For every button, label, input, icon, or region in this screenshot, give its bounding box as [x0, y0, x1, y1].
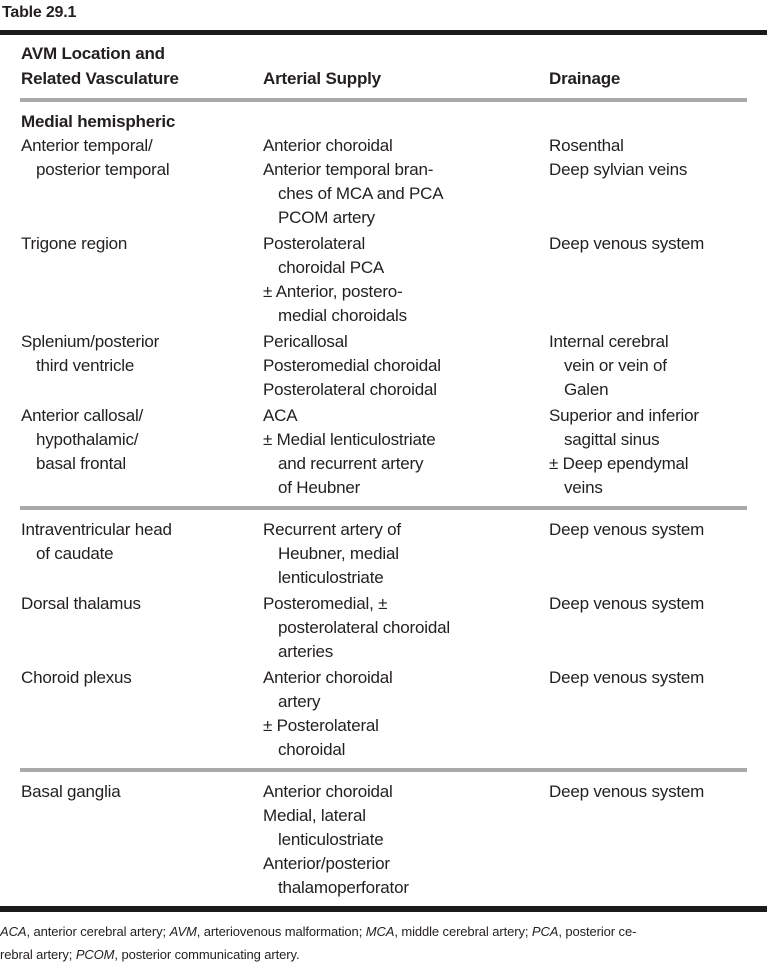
cell-line: Dorsal thalamus — [21, 594, 141, 613]
cell-location — [0, 134, 263, 230]
cell-line: Galen — [564, 380, 609, 399]
abbreviation: MCA — [365, 924, 395, 939]
cell-arterial — [263, 134, 549, 230]
cell-drainage — [549, 592, 767, 664]
cell-line: Recurrent artery of — [263, 520, 401, 539]
cell-arterial — [263, 666, 549, 762]
cell-line: Anterior choroidal — [263, 782, 393, 801]
cell-line: Anterior temporal/ — [21, 136, 153, 155]
cell-line: Posteromedial choroidal — [263, 356, 441, 375]
cell-arterial — [263, 780, 549, 900]
cell-location — [0, 330, 263, 402]
cell-line: of Heubner — [278, 478, 361, 497]
cell-line: Medial, lateral — [263, 806, 366, 825]
header-line: Drainage — [549, 69, 621, 88]
table-title: Table 29.1 — [2, 4, 77, 21]
header-line: AVM Location and — [21, 44, 165, 63]
cell-line: Anterior choroidal — [263, 668, 393, 687]
cell-location — [0, 232, 263, 328]
cell-line: Deep venous system — [549, 234, 705, 253]
table-row — [0, 666, 767, 762]
cell-line: Posterolateral — [263, 234, 366, 253]
cell-line: and recurrent artery — [278, 454, 424, 473]
cell-line: posterolateral choroidal — [278, 618, 450, 637]
cell-line: posterior temporal — [36, 160, 170, 179]
table-section — [0, 102, 767, 506]
cell-line: Intraventricular head — [21, 520, 172, 539]
header-arterial-column — [263, 66, 549, 91]
cell-line: Internal cerebral — [549, 332, 669, 351]
cell-line: choroidal PCA — [278, 258, 385, 277]
cell-line: Deep venous system — [549, 520, 705, 539]
abbreviation: PCOM — [75, 947, 115, 962]
header-location-column — [0, 41, 263, 91]
footnote-text: , posterior ce- — [558, 924, 637, 939]
abbreviation: AVM — [169, 924, 197, 939]
cell-line: Anterior callosal/ — [21, 406, 144, 425]
cell-line: hypothalamic/ — [36, 430, 139, 449]
footnote-line — [0, 943, 767, 966]
cell-line: Choroid plexus — [21, 668, 132, 687]
header-line: Related Vasculature — [21, 69, 179, 88]
cell-location — [0, 592, 263, 664]
cell-drainage — [549, 134, 767, 230]
cell-location — [0, 518, 263, 590]
cell-arterial — [263, 404, 549, 500]
cell-line: lenticulostriate — [278, 830, 384, 849]
cell-line: Posterolateral choroidal — [263, 380, 437, 399]
table-row — [0, 592, 767, 664]
footnote-text: rebral artery; — [0, 947, 76, 962]
cell-location — [0, 666, 263, 762]
footnote — [0, 912, 767, 966]
table-header-row — [0, 35, 767, 98]
cell-line: Basal ganglia — [21, 782, 121, 801]
cell-line: of caudate — [36, 544, 114, 563]
cell-line: ± Medial lenticulostriate — [263, 430, 436, 449]
cell-line: artery — [278, 692, 321, 711]
cell-line: Deep venous system — [549, 594, 705, 613]
table-row — [0, 404, 767, 500]
footnote-text: , arteriovenous malformation; — [196, 924, 366, 939]
abbreviation: ACA — [0, 924, 27, 939]
cell-line: PCOM artery — [278, 208, 375, 227]
table-row — [0, 780, 767, 900]
cell-line: ± Deep ependymal — [549, 454, 689, 473]
cell-line: Deep sylvian veins — [549, 160, 688, 179]
header-line: Arterial Supply — [263, 69, 381, 88]
cell-location — [0, 404, 263, 500]
cell-line: Deep venous system — [549, 782, 705, 801]
cell-line: vein or vein of — [564, 356, 667, 375]
footnote-line — [0, 920, 767, 943]
section-heading: Medial hemispheric — [21, 112, 176, 131]
cell-line: Superior and inferior — [549, 406, 699, 425]
table-section — [0, 772, 767, 906]
cell-line: Posteromedial, ± — [263, 594, 388, 613]
cell-line: basal frontal — [36, 454, 127, 473]
cell-drainage — [549, 330, 767, 402]
abbreviation: PCA — [531, 924, 559, 939]
footnote-text: , middle cerebral artery; — [394, 924, 532, 939]
cell-line: thalamoperforator — [278, 878, 409, 897]
cell-drainage — [549, 232, 767, 328]
cell-line: sagittal sinus — [564, 430, 660, 449]
cell-drainage — [549, 518, 767, 590]
table-body — [0, 102, 767, 906]
cell-line: Anterior choroidal — [263, 136, 393, 155]
table-row — [0, 330, 767, 402]
cell-line: Anterior temporal bran- — [263, 160, 434, 179]
cell-line: choroidal — [278, 740, 346, 759]
table-row — [0, 232, 767, 328]
cell-line: Rosenthal — [549, 136, 624, 155]
table-section — [0, 510, 767, 768]
cell-arterial — [263, 232, 549, 328]
header-drainage-column — [549, 66, 767, 91]
cell-drainage — [549, 404, 767, 500]
cell-drainage — [549, 666, 767, 762]
footnote-text: , anterior cerebral artery; — [26, 924, 170, 939]
cell-line: Deep venous system — [549, 668, 705, 687]
cell-line: ches of MCA and PCA — [278, 184, 444, 203]
cell-line: medial choroidals — [278, 306, 407, 325]
cell-line: Trigone region — [21, 234, 128, 253]
cell-arterial — [263, 330, 549, 402]
cell-arterial — [263, 592, 549, 664]
cell-line: veins — [564, 478, 603, 497]
cell-drainage — [549, 780, 767, 900]
cell-line: arteries — [278, 642, 334, 661]
cell-line: Pericallosal — [263, 332, 348, 351]
cell-line: third ventricle — [36, 356, 135, 375]
footnote-text: , posterior communicating artery. — [114, 947, 300, 962]
cell-line: ± Anterior, postero- — [263, 282, 403, 301]
cell-line: Splenium/posterior — [21, 332, 160, 351]
cell-location — [0, 780, 263, 900]
cell-arterial — [263, 518, 549, 590]
cell-line: ± Posterolateral — [263, 716, 379, 735]
cell-line: ACA — [263, 406, 298, 425]
table-row — [0, 134, 767, 230]
cell-line: Anterior/posterior — [263, 854, 390, 873]
cell-line: lenticulostriate — [278, 568, 384, 587]
table-row — [0, 518, 767, 590]
cell-line: Heubner, medial — [278, 544, 399, 563]
